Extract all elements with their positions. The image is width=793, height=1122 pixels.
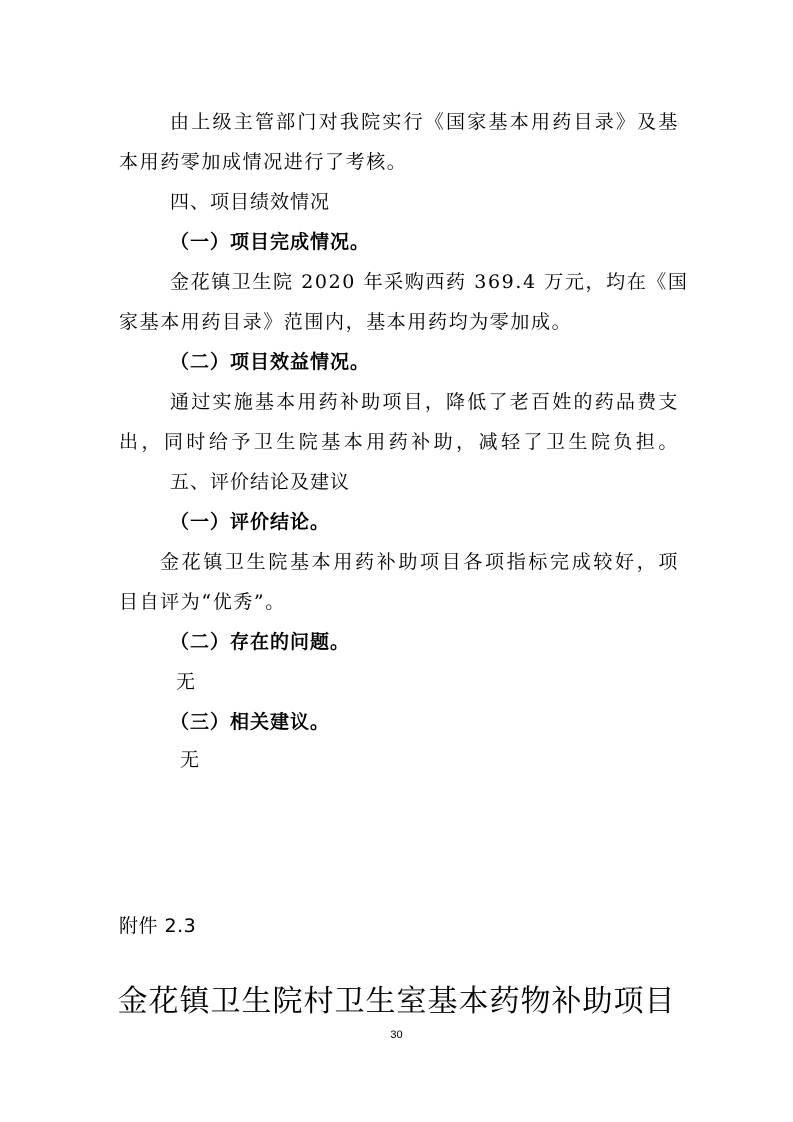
paragraph-2-line-1: 金花镇卫生院 2020 年采购西药 369.4 万元，均在《国 [170,271,689,293]
section-4-subheading-1: （一）项目完成情况。 [170,231,371,253]
paragraph-3-line-1: 通过实施基本用药补助项目，降低了老百姓的药品费支 [170,391,679,413]
paragraph-2-line-2: 家基本用药目录》范围内，基本用药均为零加成。 [119,311,573,333]
attachment-label: 附件 2.3 [119,915,197,937]
page-number: 30 [390,1029,403,1041]
section-5-subheading-1: （一）评价结论。 [170,511,331,533]
section-5-title: 五、评价结论及建议 [170,471,351,493]
paragraph-1-line-2: 本用药零加成情况进行了考核。 [119,151,408,173]
section-4-title: 四、项目绩效情况 [170,191,331,213]
paragraph-5: 无 [176,671,197,693]
paragraph-6: 无 [180,749,201,771]
section-5-subheading-2: （二）存在的问题。 [170,631,351,653]
section-5-subheading-3: （三）相关建议。 [170,711,331,733]
section-4-subheading-2: （二）项目效益情况。 [170,351,371,373]
paragraph-1-line-1: 由上级主管部门对我院实行《国家基本用药目录》及基 [170,111,679,133]
paragraph-3-line-2: 出，同时给予卫生院基本用药补助，减轻了卫生院负担。 [119,431,679,453]
paragraph-4-line-1: 金花镇卫生院基本用药补助项目各项指标完成较好，项 [160,551,679,573]
attachment-title: 金花镇卫生院村卫生室基本药物补助项目 [117,984,676,1019]
paragraph-4-line-2: 目自评为“优秀”。 [119,591,286,613]
